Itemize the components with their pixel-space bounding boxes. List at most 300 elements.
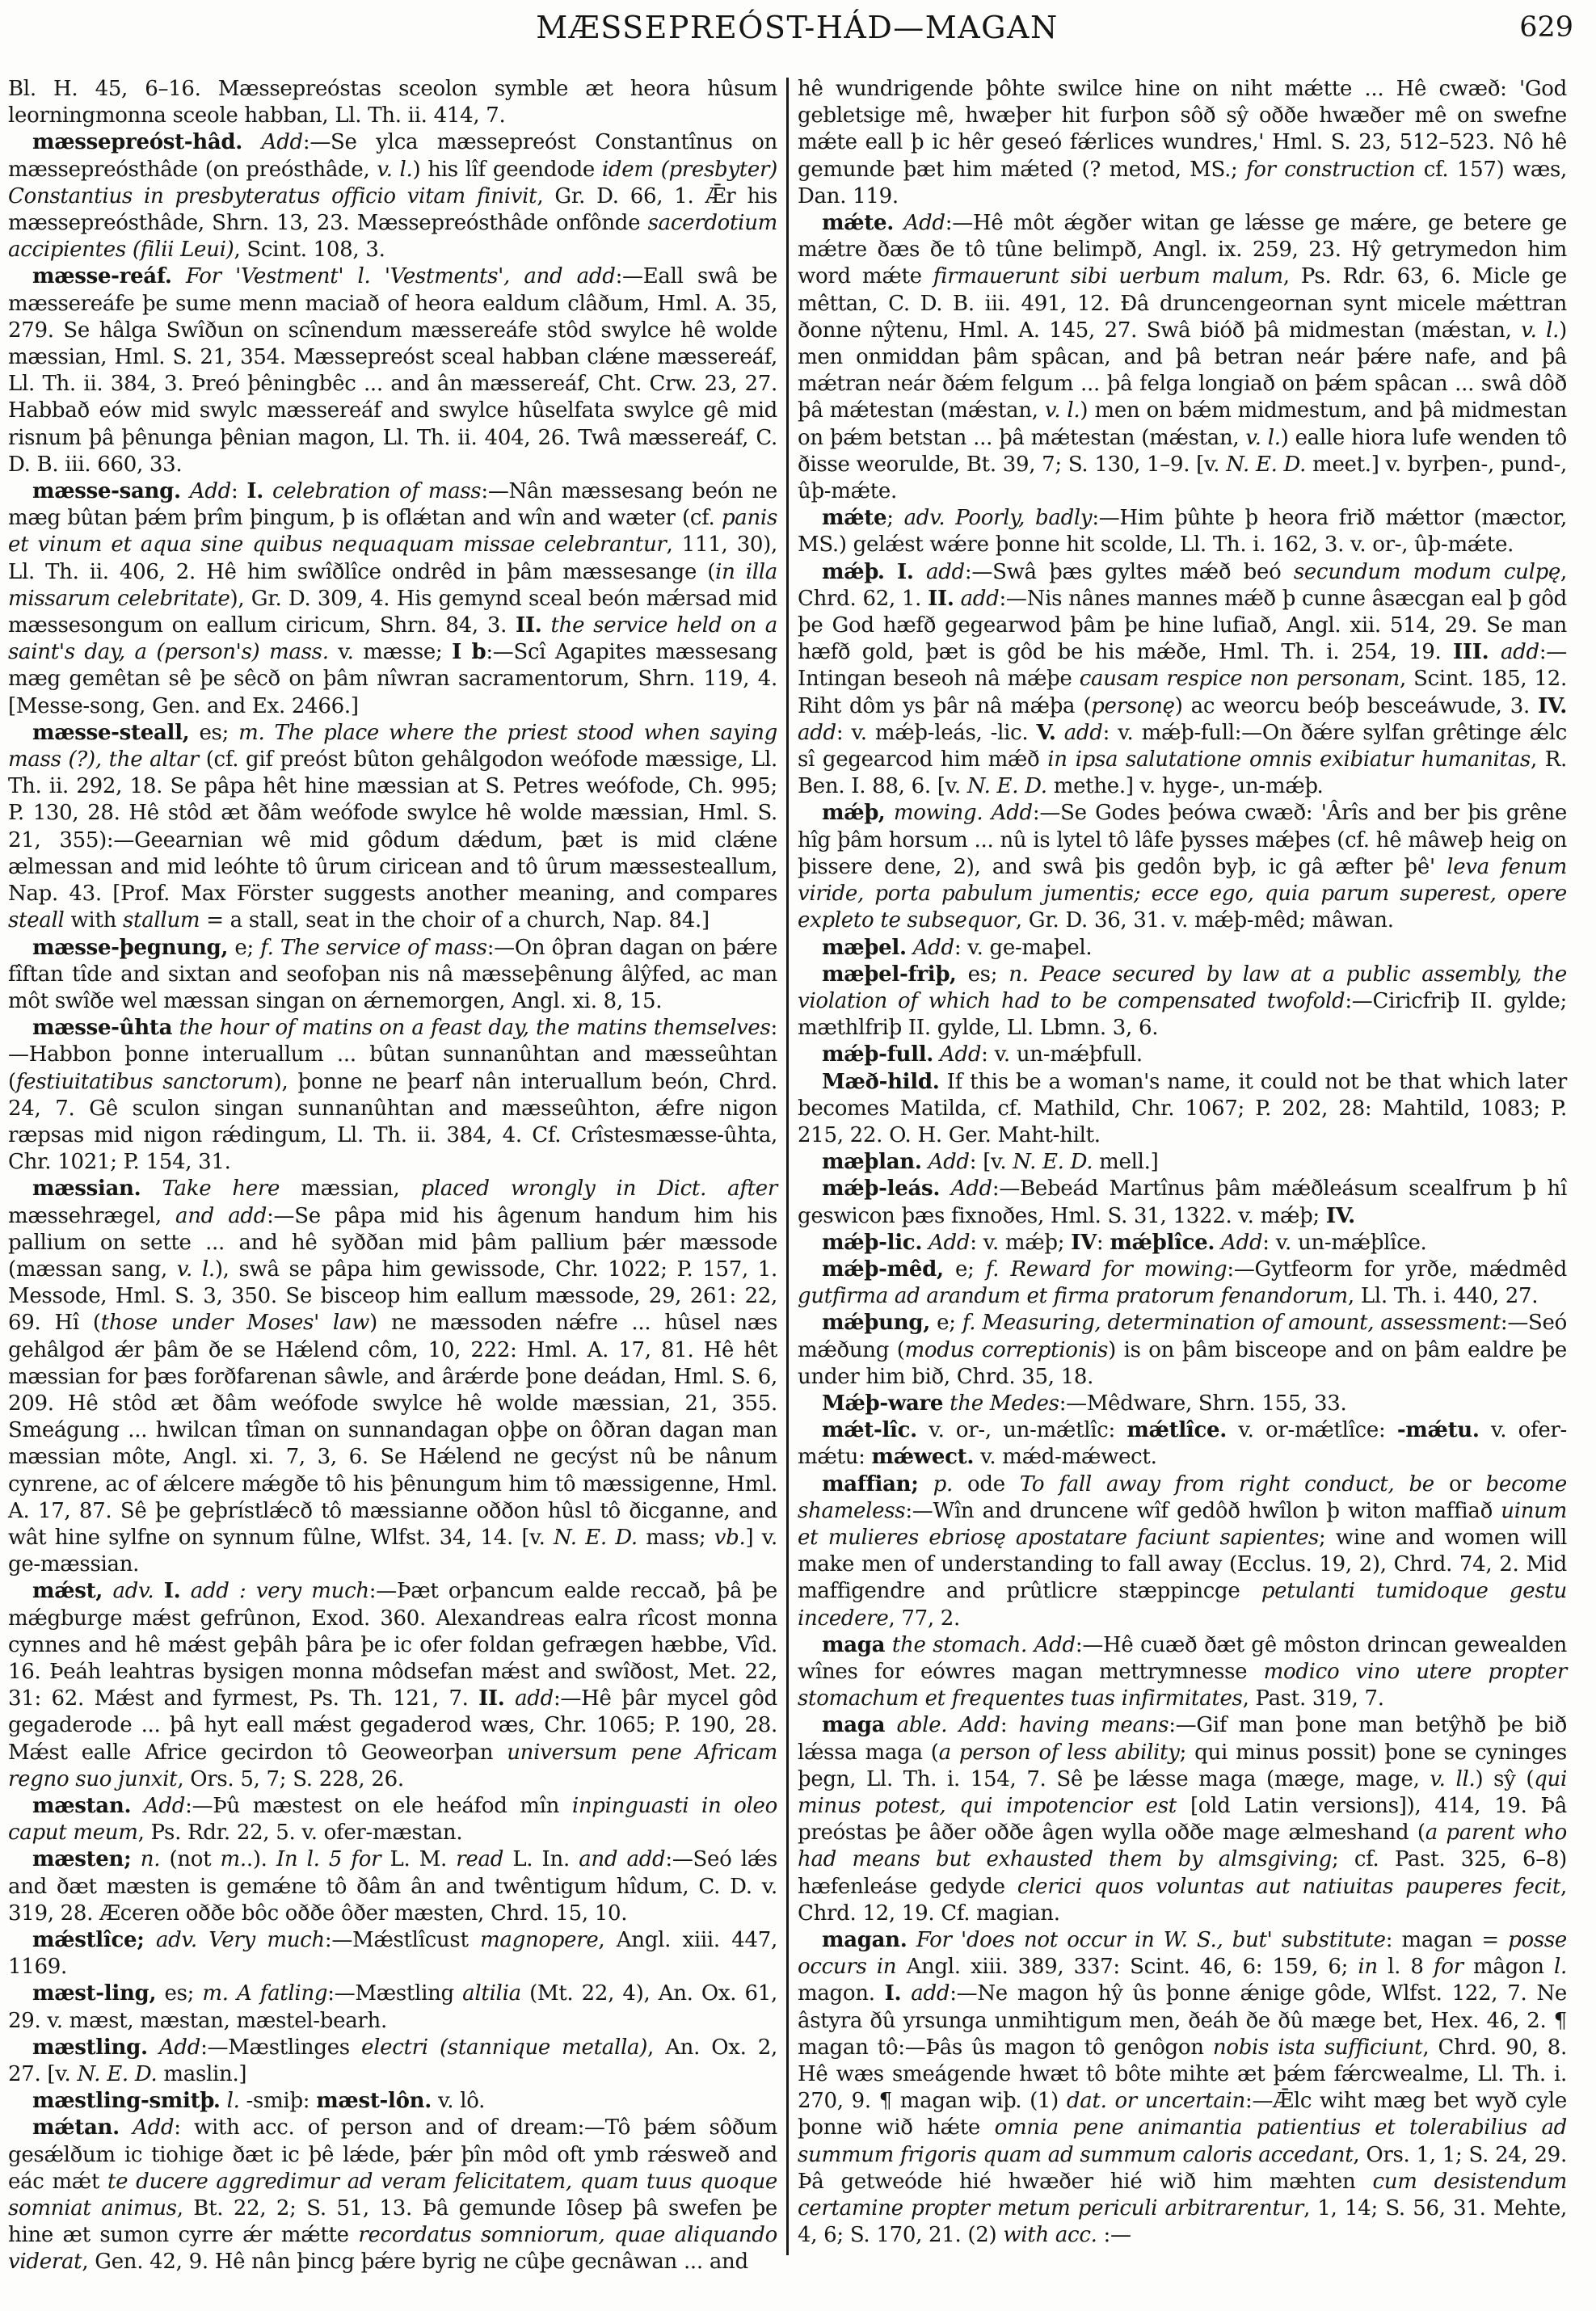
entry-paragraph [8,1981,777,2034]
body-text: : v. mǽþ; [970,1230,1072,1255]
body-text: :—Ciricfriþ II. gylde; mæthlfriþ II. gylde, Ll. Lbmn. 3, 6. [798,988,1567,1041]
body-text: = a stall, seat in the choir of a church, Nap. 84.] [200,908,710,933]
body-text: :—Seó mǽðung ( [798,1311,1567,1362]
body-text [542,613,551,638]
headword-or-sense-marker: mæssian. [32,1177,141,1202]
body-text: mæssehrægel, [8,1203,175,1228]
body-text: maslin.] [157,2062,247,2087]
column-right [798,76,1567,2276]
body-text: :—Se pâpa mid his âgenum handum him his pallium on sette ... and hê syððan mid þâm pallium þǽr mæssode (mæssan sang, [8,1203,778,1282]
body-text: :—Nis nânes mannes mǽð þ cunne âsæcgan eal þ gôd þe God hæfð gegearwod þâm þe hine lufiað, Angl. xii. 514, 29. Se man hæfð gold, þæt is gôd be his mǽðe, Hml. Th. i. 254, 19. [798,586,1568,665]
body-text [180,1579,190,1603]
body-text: ) is on þâm bisceope and on þâm ealdre þe under him bið, Chrd. 35, 18. [798,1337,1568,1389]
italic-text: leva fenum viride, porta pabulum jumentis; ecce ego, quia parum superest, opere expleto te subsequor [798,854,1567,933]
italic-text: dat. or uncertain [1066,2089,1245,2114]
body-text: L. M. [381,1847,457,1872]
body-text: : [v. [969,1150,1013,1175]
body-text: es; [189,720,239,745]
body-text: : [230,479,247,504]
italic-text: secundum modum culpę [1293,559,1561,584]
entry-paragraph [798,210,1567,505]
body-text: : magan = [1385,1928,1509,1953]
entry-paragraph [798,935,1567,962]
headword-or-sense-marker: mæsse-sang. [32,479,181,504]
italic-text: altilia [462,1981,521,2006]
continuation-paragraph [8,76,777,129]
italic-text: nobis ista sufficiunt [1212,2035,1423,2060]
body-text [131,1794,144,1818]
body-text: :—Þæt orþancum ealde reccað, þâ þe mǽgburge mǽst gefrûnon, Exod. 360. Alexandreas ealra rîcost monna cynnes and hê mǽst geþâh þâra þe ic ofer foldan gefrægen hæbbe, Vîd. 16. Þeáh leahtras bysigen monna môdsefan mǽst and swîðost, Met. 22, 31: 62. Mǽst and fyrmest, Ps. Th. 121, 7. [8,1579,778,1711]
entry-paragraph [8,1176,777,1578]
italic-text: n. [140,1847,161,1872]
entry-paragraph [798,1712,1567,1927]
italic-text: Add [189,479,231,504]
headword-or-sense-marker: mæsse-þegnung, [32,935,229,960]
body-text: hê wundrigende þôhte swilce hine on niht mǽtte ... Hê cwæð: 'God gebletsige mê, hwæþer hit furþon sôð sŷ oððe hwæðer mê on swefne mǽte eall þ ic hêr geseó fǽrlices wundres,' Hml. S. 23, 512–523. Nô hê gemunde þæt him mǽted (? metod, MS.; [798,77,1567,182]
headword-or-sense-marker: mǽþung, [822,1311,930,1336]
running-head [8,6,1586,76]
body-text: v. ofer-mǽtu: [798,1418,1568,1470]
italic-text: personę [1091,693,1175,718]
headword-or-sense-marker: -mǽtu. [1396,1418,1480,1443]
italic-text: v. l. [176,1257,215,1282]
body-text: :—Him þûhte þ heora frið mǽttor (mæctor, MS.) gelǽst wǽre þonne hit scolde, Ll. Th. i. 162, 3. v. or-, ûþ-mǽte. [798,506,1567,558]
body-text: mell.] [1093,1150,1159,1175]
italic-text: for construction [1245,157,1416,182]
body-text [885,560,897,584]
italic-text: firmauerunt sibi uerbum malum [933,264,1283,289]
body-text [221,2089,227,2113]
headword-or-sense-marker: mæþlan. [822,1150,922,1175]
italic-text: Add [1034,1632,1076,1657]
headword-or-sense-marker: mæstling-smitþ. [32,2089,221,2114]
body-text: , Chrd. 62, 1. [798,559,1568,611]
headword-or-sense-marker: II. [478,1686,505,1711]
body-text: , Gr. D. 66, 1. Ǣr his mæssepreósthâde, Shrn. 13, 23. Mæssepreósthâde onfônde [8,183,777,236]
entry-paragraph [8,2115,777,2275]
body-text: ) ealle hiora lufe wenden tô ðisse weorulde, Bt. 39, 7; S. 130, 1–9. [v. [798,425,1567,477]
italic-text: For 'Vestment' l. 'Vestments', and add [185,264,616,289]
italic-text: add [515,1686,554,1711]
body-text: Bl. H. 45, 6–16. Mæssepreóstas sceolon symble æt heora hûsum leorningmonna sceole habban, Ll. Th. ii. 414, 7. [8,77,777,128]
body-text [885,1713,896,1737]
italic-text: add [1500,640,1539,665]
entry-paragraph [798,1310,1567,1391]
italic-text: modico vino utere propter stomachum et frequentes tuas infirmitates [798,1659,1567,1711]
body-text: :—Intingan beseoh nâ mǽþe [798,640,1567,692]
body-text: e; [929,1311,962,1336]
body-text: v. or-, un-mǽtlîc: [916,1418,1127,1443]
body-text: If this be a woman's name, it could not be that which later becomes Matilda, cf. Mathild, Chr. 1067; P. 202, 28: Mahtild, 1083; P. 215, 22. O. H. Ger. Maht-hilt. [798,1069,1567,1147]
body-text: , Chrd. 12, 19. Cf. magian. [798,1874,1567,1926]
italic-text: those under Moses' law [100,1311,370,1336]
italic-text: m. The place where the priest stood when saying mass (?), the altar [8,720,777,772]
italic-text: Add [929,1230,971,1255]
body-text: :—Bebeád Martînus þâm mǽðleásum scealfrum þ hî geswicon þæs fixnoðes, Hml. S. 31, 1322. v. mǽþ; [798,1177,1568,1228]
italic-text: the Medes [950,1391,1059,1416]
body-text: Angl. xiii. 389, 337: Scint. 46, 6: 159, 6; [896,1955,1358,1980]
body-text: :—Gytfeorm for yrðe, mǽdmêd [1227,1257,1567,1282]
italic-text: the service held on a saint's day, a (person's) mass. [8,613,777,665]
italic-text: the hour of matins on a feast day, the matins themselves [179,1016,771,1041]
italic-text: having means [1018,1713,1169,1738]
body-text: :—Seó lǽs and ðæt mæsten is gemǽne tô ðâm ân and twêntigum hîdum, C. D. v. 319, 28. Æceren oððe bôc oððe ôðer mæsten, Chrd. 15, 10. [8,1847,777,1926]
entry-paragraph [798,800,1567,934]
headword-or-sense-marker: mæþel. [822,935,907,960]
italic-text: N. E. D. [1013,1150,1093,1175]
italic-text: become shameless [798,1471,1568,1523]
entry-paragraph [798,1149,1567,1176]
body-text: , 111, 30), Ll. Th. ii. 406, 2. Hê him swîðlîce ondrêd in þâm mæssesange ( [8,532,777,584]
body-text [172,264,186,288]
entry-paragraph [798,1632,1567,1713]
entry-paragraph [8,935,777,1016]
entry-paragraph [8,1578,777,1793]
italic-text: p. [933,1471,953,1496]
body-text [1027,1633,1034,1657]
italic-text: v. ll. [1430,1766,1476,1791]
headword-or-sense-marker: mǽþ. [822,559,885,584]
italic-text: v. l. [1521,318,1560,343]
body-text [263,479,272,503]
entry-paragraph [798,559,1567,801]
body-text [120,2115,133,2140]
italic-text: l. [1554,1955,1567,1980]
italic-text: To fall away from right conduct, be [1019,1471,1434,1496]
italic-text: add [926,559,965,584]
headword-or-sense-marker: I b [452,640,486,665]
italic-text: v. l. [1245,425,1281,450]
italic-text: m. A fatling [202,1981,328,2006]
body-text [947,1713,958,1737]
body-text: [old Latin versions]), 414, 19. Þâ preóstas þe âðer oððe âgen wylla oððe mage ælmeshand ( [798,1794,1567,1846]
italic-text: a parent who had means but exhausted them by almsgiving [798,1821,1567,1872]
headword-or-sense-marker: III. [1453,640,1489,665]
italic-text: the stomach. [891,1632,1028,1657]
headword-or-sense-marker: mǽþ-full. [822,1042,934,1067]
italic-text: in illa missarum celebritate [8,559,777,611]
italic-text: f. Measuring, determination of amount, assessment [962,1311,1501,1336]
body-text: ) men onmiddan þâm spâcan, and þâ betran neár þǽre nafe, and þâ mǽtran neár ðǽm felgum ... þâ felga longiað on þǽm spâcan ... swâ dôð þâ mǽtestan (mǽstan, [798,318,1567,423]
body-text [103,1579,112,1603]
italic-text: N. E. D. [1226,452,1307,477]
column-divider-rule [786,78,789,2255]
body-text [242,130,262,154]
body-text: , Past. 319, 7. [1242,1686,1384,1711]
italic-text: add [798,720,836,745]
italic-text: placed wrongly in Dict. after [420,1177,778,1202]
italic-text: N. E. D. [966,774,1047,799]
body-text: cf. 157) wæs, Dan. 119. [798,157,1567,208]
body-text [914,560,926,584]
italic-text: Add [133,2115,175,2141]
body-text: or [1434,1471,1486,1496]
body-text [933,1042,940,1067]
italic-text: posse occurs in [798,1928,1567,1980]
italic-text: add [960,586,1000,611]
entry-paragraph [798,1927,1567,2249]
body-text: mæssian, [280,1177,421,1202]
italic-text: idem (presbyter) Constantius in presbyteratus officio vitam finivit [8,157,777,208]
body-text: : with acc. of person and of dream:—Tô þǽm sôðum gesǽlðum ic tiohige ðæt ic þê lǽde, þǽr þîn môd oft ymb rǽsweð and eác mǽt [8,2115,777,2194]
body-text [1489,640,1501,664]
headword-or-sense-marker: I. [884,1981,902,2006]
entry-paragraph [8,478,777,720]
entry-paragraph [8,2035,777,2088]
body-text [983,801,991,825]
body-text: :—Mæstlinges [200,2035,362,2060]
body-text [940,1177,951,1201]
italic-text: n. Peace secured by law at a public assembly, the violation of which had to be compensated twofold [798,962,1567,1013]
body-text: :—Swâ þæs gyltes mǽð beó [964,559,1294,584]
body-text: es; [156,1981,203,2006]
italic-text: clerici quos voluntas aut natiuitas pauperes fecit [1017,1874,1561,1899]
body-text: ; [886,506,904,531]
italic-text: electri (stannique metalla) [361,2035,648,2060]
italic-text: for [1433,1955,1463,1980]
body-text [885,1633,892,1657]
entry-paragraph [8,263,777,478]
body-text: , Ps. Rdr. 63, 6. Micle ge mêttan, C. D. B. iii. 491, 12. Ðâ druncengeornan synt micele mǽttran ðonne nŷtenu, Hml. A. 145, 27. Swâ bióð þâ midmestan (mǽstan, [798,264,1567,343]
body-text: , Gen. 42, 9. Hê nân þincg þǽre byrig ne cûþe gecnâwan ... and [82,2250,748,2275]
body-text: l. 8 [1377,1955,1434,1980]
italic-text: In l. 5 for [276,1847,381,1872]
body-text [141,1177,162,1201]
italic-text: causam respice non personam [1079,667,1400,692]
body-text: v. or-mǽtlîce: [1227,1418,1397,1443]
body-text [148,2035,159,2060]
body-text: v. mǽd-mǽwect. [974,1445,1157,1470]
italic-text: Take here [162,1177,280,1202]
body-text: , Ll. Th. i. 440, 27. [1347,1284,1539,1309]
italic-text: festiuitatibus sanctorum [15,1069,274,1094]
italic-text: in ipsa salutatione omnis exibiatur humanitas [1047,747,1531,772]
headword-or-sense-marker: IV. [1325,1203,1355,1228]
body-text: , Scint. 185, 12. Riht dôm ys þâr nâ mǽþa ( [798,667,1567,718]
body-text: : [1000,1713,1019,1738]
headword-or-sense-marker: mǽtlîce. [1126,1418,1227,1443]
column-left [8,76,777,2276]
body-text: :—Hê þâr mycel gôd gegaderode ... þâ hyt eall mǽst gegaderod wæs, Chr. 1065; P. 190, 28. Mǽst ealle Africe gecirdon tô Geoweorþan [8,1686,777,1765]
body-text: (Mt. 22, 4), An. Ox. 61, 29. v. mæst, mæstan, mæstel-bearh. [8,1981,777,2033]
entry-paragraph [8,1846,777,1927]
italic-text: Add [928,1150,970,1175]
italic-text: Add [950,1177,992,1202]
entry-paragraph [798,1417,1567,1471]
body-text: magon. [798,1981,885,2006]
entry-paragraph [798,1471,1567,1632]
headword-or-sense-marker: mǽþ-leás. [822,1177,941,1202]
headword-or-sense-marker: maffian; [822,1471,919,1496]
body-text: :—Nân mæssesang beón ne mæg bûtan þǽm þrîm þingum, þ is oflǽtan and wîn and wæter (cf. [8,479,777,531]
body-text [154,1579,163,1603]
italic-text: and add [579,1847,666,1872]
body-text: ; qui minus possit) þone se cyninges þegn, Ll. Th. i. 154, 7. Sê þe lǽsse maga (mæge, mage, [798,1740,1567,1791]
body-text: (cf. gif preóst bûton gehâlgodon weófode mæssige, Ll. Th. ii. 292, 18. Se pâpa hêt hine mæssian at S. Petres weófode, Ch. 995; P. 130, 28. Hê stôd æt ðâm weófode swylce hê wolde mæssian, Hml. S. 21, 355):—Geearnian wê mid gôdum dǽdum, þæt is mid clǽne ælmessan and mid leóhte tô ûrum ciricean and tô ûrum mæssesteallum, Nap. 43. [Prof. Max Förster suggests another meaning, and compares [8,747,777,907]
headword-or-sense-marker: mæsten; [32,1847,132,1872]
body-text: :—Habbon þonne interuallum ... bûtan sunnanûhtan and mæsseûhtan ( [8,1016,777,1094]
italic-text: magnopere [480,1928,599,1953]
entry-paragraph [798,1391,1567,1417]
headword-or-sense-marker: mǽtan. [32,2115,120,2141]
italic-text: uinum et mulieres ebriosę apostatare faciunt sapientes [798,1498,1567,1550]
entry-paragraph [8,2088,777,2115]
italic-text: Add [958,1713,1000,1738]
italic-text: and add [175,1203,267,1228]
headword-or-sense-marker: II. [928,586,954,611]
italic-text: f. Reward for mowing [985,1257,1228,1282]
body-text: , 1, 14; S. 56, 31. Mehte, 4, 6; S. 170, 21. (2) [798,2196,1567,2248]
italic-text: celebration of mass [272,479,482,504]
body-text [919,1472,933,1496]
body-text: ), þonne ne þearf nân interuallum beón, Chrd. 24, 7. Gê sculon singan sunnanûhtan and mæsseûhton, ǽfre nigon ræpsas mid nigon rǽdingum, Ll. Th. ii. 384, 4. Cf. Crîstesmæsse-ûhta, Chr. 1021; P. 154, 31. [8,1069,777,1175]
body-text [1056,721,1064,745]
headword-or-sense-marker: mǽþ, [822,801,886,826]
italic-text: m. [220,1847,246,1872]
text-columns [8,76,1586,2276]
italic-text: v. l. [1044,398,1080,423]
body-text: , An. Ox. 2, 27. [v. [8,2035,778,2087]
body-text: :—Se Godes þeówa cwæð: 'Ârîs and ber þis grêne hîg þâm horsum ... nû is lytel tô lâfe þysses mǽþes (cf. hê mâweþ heig on þissere dene, 2), and swâ þis gedôn byþ, ic gâ æfter þê' [798,801,1567,879]
headword-or-sense-marker: mǽte [822,506,887,531]
body-text: v. mæsse; [328,640,453,665]
body-text: :—Mêdware, Shrn. 155, 33. [1059,1391,1347,1416]
body-text: v. lô. [432,2089,486,2114]
body-text: , R. Ben. I. 88, 6. [v. [798,747,1567,799]
headword-or-sense-marker: mǽt-lîc. [822,1418,917,1443]
body-text: e; [943,1257,986,1282]
italic-text: in [1358,1955,1378,1980]
body-text [907,1928,916,1952]
body-text: :—Ǣlc wiht mæg bet wyð cyle þonne wið hǽte [798,2089,1568,2141]
headword-or-sense-marker: mǽþ-mêd, [822,1257,944,1282]
headword-or-sense-marker: mǽstlîce; [32,1928,145,1953]
page-title: MÆSSEPREÓST-HÁD—MAGAN [536,10,1059,45]
entry-paragraph [798,962,1567,1042]
body-text [943,1391,950,1416]
headword-or-sense-marker: Mǽþ-ware [822,1391,944,1416]
headword-or-sense-marker: mæst-ling, [32,1981,157,2006]
body-text [894,211,904,235]
entry-paragraph [798,505,1567,558]
body-text: ) sŷ ( [1475,1766,1535,1791]
body-text [1215,1231,1221,1255]
headword-or-sense-marker: maga [822,1713,886,1738]
body-text: :—Hê môt ǽgðer witan ge lǽsse ge mǽre, ge betere ge mǽtre ðæs ðe tô tûne belimpð, Angl. ix. 259, 23. Hŷ getrymedon him word mǽte [798,211,1567,289]
italic-text: For 'does not occur in W. S., but' substitute [916,1928,1386,1953]
body-text: .). [246,1847,276,1872]
body-text: :—Hê cuæð ðæt gê môston drincan gewealden wînes for eówres magan mettrymnesse [798,1632,1567,1684]
italic-text: adv. [112,1579,154,1604]
body-text [922,1231,929,1255]
headword-or-sense-marker: mæstan. [32,1794,132,1818]
italic-text: panis et vinum et aqua sine quibus nequaquam missae celebrantur [8,506,777,558]
headword-or-sense-marker: I. [163,1579,181,1604]
italic-text: N. E. D. [553,1525,638,1550]
headword-or-sense-marker: IV [1071,1230,1097,1255]
body-text: meet.] v. byrþen-, pund-, ûþ-mǽte. [798,452,1567,504]
entry-paragraph [8,129,777,263]
body-text: :—Gif man þone man betŷhð þe bið lǽssa maga ( [798,1713,1567,1765]
body-text: ), Gr. D. 309, 4. His gemynd sceal beón mǽrsad mid mæssesongum on eallum ciricum, Shrn. 84, 3. [8,586,778,638]
body-text: :—Eall swâ be mæssereáfe þe sume menn maciað of heora ealdum clâðum, Hml. A. 35, 279. Se hâlga Swîðun on scînendum mæssereáfe stôd swylce hê wolde mæssian, Hml. S. 21, 354. Mæssepreóst sceal habban clǽne mæssereáf, Ll. Th. ii. 384, 3. Þreó þêningbêc ... and ân mæssereáf, Cht. Crw. 23, 27. Habbað eów mid swylc mæssereáf and swylce hûselfata swylce gê mid risnum þâ þênunga þênian magon, Ll. Th. ii. 404, 26. Twâ mæssereáf, C. D. B. iii. 660, 33. [8,264,777,477]
italic-text: universum pene Africam regno suo junxit [8,1740,777,1791]
entry-paragraph [8,720,777,935]
italic-text: Add [912,935,954,960]
headword-or-sense-marker: mǽst, [32,1579,103,1604]
italic-text: inpinguasti in oleo caput meum [8,1794,777,1846]
italic-text: te ducere aggredimur ad veram felicitatem, quam tuus quoque somniat animus [8,2169,778,2221]
body-text: with [64,908,124,933]
body-text: , Bt. 22, 2; S. 51, 13. Þâ gemunde Iôsep þâ swefen þe hine æt sumon cyrre ǽr mǽtte [8,2196,777,2248]
body-text: L. In. [503,1847,579,1872]
italic-text: a person of less ability [938,1740,1180,1765]
body-text: :— [1097,2223,1131,2248]
headword-or-sense-marker: IV. [1538,693,1567,718]
body-text: , Chrd. 90, 8. Hê wæs smeágende hwæt tô bôte mihte æt þǽm fǽrcwealme, Ll. Th. i. 270, 9. ¶ magan wiþ. (1) [798,2035,1567,2114]
body-text: :—On ôþran dagan on þǽre fîftan tîde and sixtan and seofoþan nis nâ mæsseþênung âlŷfed, ac man môt swîðe wel mæssan singan on ǽrnemorgen, Angl. xi. 8, 15. [8,935,777,1013]
body-text: : v. un-mǽþlîce. [1262,1230,1427,1255]
body-text: , Ps. Rdr. 22, 5. v. ofer-mæstan. [137,1821,463,1846]
italic-text: read [456,1847,504,1872]
headword-or-sense-marker: magan. [822,1928,907,1953]
body-text: :—Mǽstlîcust [324,1928,481,1953]
headword-or-sense-marker: I. [897,559,914,584]
body-text: ) men on bǽm midmestum, and þâ midmestan on þǽm betstan ... þâ mǽtestan (mǽstan, [798,398,1567,450]
body-text [885,801,893,825]
headword-or-sense-marker: II. [516,613,542,638]
body-text [922,1150,929,1174]
body-text: ) his lîf geendode [412,157,602,182]
body-text: , 77, 2. [888,1606,961,1631]
headword-or-sense-marker: mæsse-reáf. [32,264,172,289]
italic-text: steall [8,908,65,933]
body-text: , Ors. 5, 7; S. 228, 26. [177,1766,404,1791]
italic-text: cum desistendum certamine propter metum periculi arbitrarentur [798,2169,1567,2221]
body-text: ] v. ge-mæssian. [8,1525,777,1577]
body-text: ode [952,1471,1020,1496]
italic-text: v. l. [377,157,413,182]
body-text: , Scint. 108, 3. [234,238,385,263]
headword-or-sense-marker: mǽþlîce. [1110,1230,1215,1255]
body-text [901,1981,911,2006]
body-text: , Gr. D. 36, 31. v. mǽþ-mêd; mâwan. [1015,908,1394,933]
entry-paragraph [798,1230,1567,1257]
body-text: ) ne mæssoden nǽfre ... hûsel næs gehâlgod ǽr þâm ðe se Hǽlend côm, 10, 222: Hml. A. 17, 81. Hê hêt mæssian for þæs forðfarenan sâwle, and ârǽrde þone deádan, Hml. S. 6, 209. Hê stôd æt ðâm weófode swylce hê wolde mæssian, 21, 355. Smeágung ... hwilcan tîman on sunnandagan oþþe on ôðran dagan man mæssian môte, Angl. xi. 7, 3, 6. Se Hǽlend ne gecýst nû be nânum cynrene, ac of ǽlcere mǽgðe tô his þênungum him tô mæssigenne, Hml. A. 17, 87. Sê þe geþrístlǽcð tô mæssianne oððon hûsl tô ðicganne, and wât hine sylfne on synnum fûlne, Wlfst. 34, 14. [v. [8,1311,777,1550]
body-text: : v. mǽþ-leás, -lic. [836,720,1037,745]
body-text: e; [228,935,261,960]
italic-text: Add [143,1794,186,1818]
headword-or-sense-marker: mǽwect. [871,1445,975,1470]
entry-paragraph [8,1927,777,1981]
body-text [172,1016,179,1040]
italic-text: recordatus somniorum, quae aliquando viderat [8,2223,777,2275]
italic-text: petulanti tumidoque gestu incedere [798,1579,1567,1631]
body-text [145,1928,156,1952]
italic-text: vb. [714,1525,746,1550]
headword-or-sense-marker: mæsse-steall, [32,720,190,745]
body-text: :—Scî Agapites mæssesang mæg gemêtan sê þe sêcð on þâm nîwran sacramentorum, Shrn. 119, 4. [Messe-song, Gen. and Ex. 2466.] [8,640,778,718]
body-text: :—Se ylca mæssepreóst Constantînus on mæssepreósthâde (on preósthâde, [8,130,777,182]
body-text: ) ac weorcu beóþ besceáwude, 3. [1174,693,1539,718]
italic-text: Add [1221,1230,1263,1255]
headword-or-sense-marker: Mæð-hild. [822,1069,940,1094]
italic-text: Add [991,801,1033,826]
body-text: : v. ge-maþel. [954,935,1093,960]
body-text: , Angl. xiii. 447, 1169. [8,1928,777,1980]
body-text: mâgon [1463,1955,1555,1980]
body-text: :—Ne magon hŷ ûs þonne ǽnige gôde, Wlfst. 122, 7. Ne âstyra ðû yrsunga unmihtigum men, ðeáh ðe ðû mæge bet, Hex. 46, 2. ¶ magan tô:—Þâs ûs magon tô genôgon [798,1981,1567,2060]
